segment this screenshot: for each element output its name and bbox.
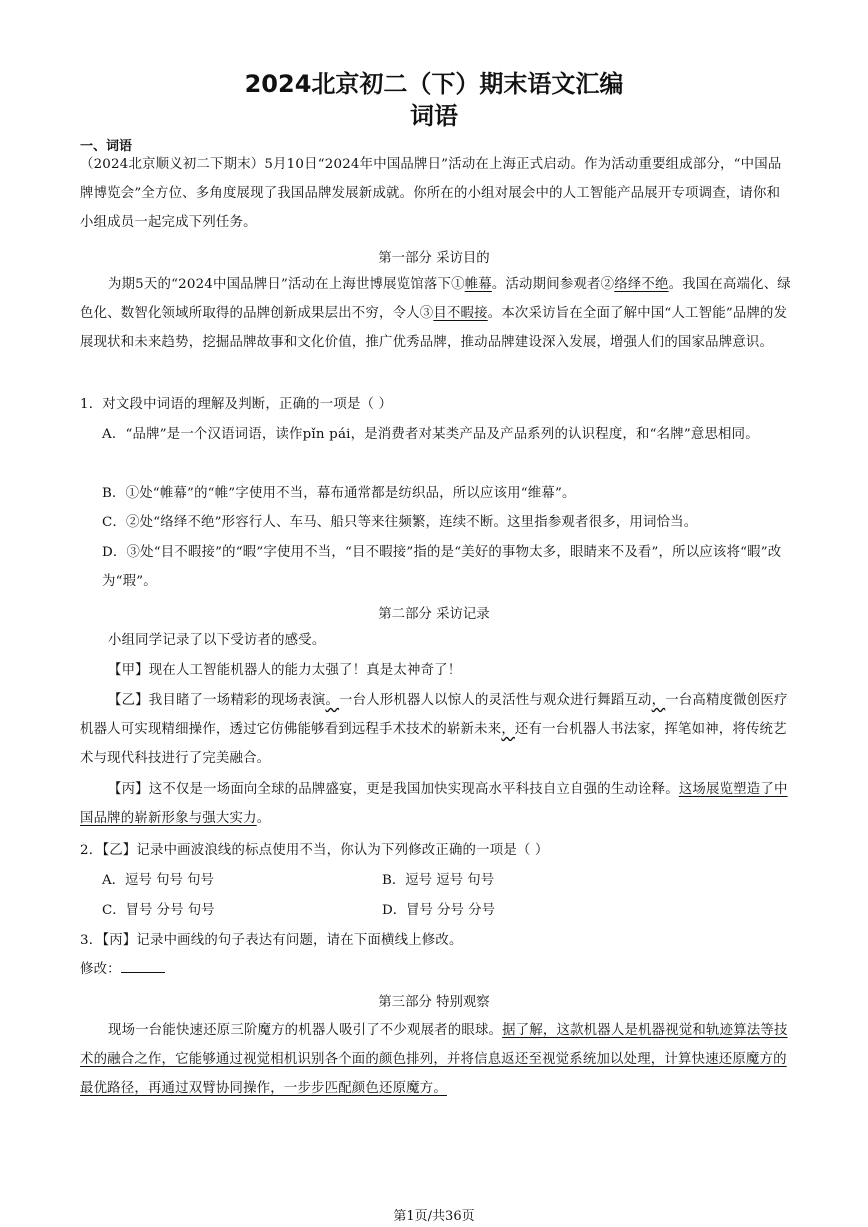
marker-3: ③ [419, 306, 434, 321]
q1-stem: 1．对文段中词语的理解及判断，正确的一项是（ ） [80, 397, 393, 412]
yi-text-d: 还有一台机器人书法家，挥笔如神，将传统艺术与现代科技进行了完美融合。 [80, 722, 787, 766]
document-title: 2024北京初二（下）期末语文汇编 [244, 70, 624, 98]
part2-lead: 小组同学记录了以下受访者的感受。 [108, 633, 326, 648]
document-subtitle: 词语 [410, 102, 458, 130]
section-heading: 一、词语 [80, 139, 133, 154]
part1-text-a: 为期5天的“2024中国品牌日”活动在上海世博展览馆落下 [108, 277, 452, 292]
part1-paragraph [80, 270, 792, 357]
q2-option-b: B．逗号 逗号 句号 [382, 873, 495, 888]
yi-text-a: 【乙】我目睹了一场精彩的现场表演 [108, 693, 326, 708]
q1-option-b: B．①处“帷幕”的“帷”字使用不当，幕布通常都是纺织品，所以应该用“维幕”。 [102, 486, 576, 501]
part2-yi [80, 686, 792, 773]
part3-underlined-text: 据了解，这款机器人是机器视觉和轨迹算法等技术的融合之作，它能够通过视觉相机识别各个面的颜色排列，并将信息返还至视觉系统加以处理，计算快速还原魔方的最优路径，再通过双臂协同操作，一步步匹配颜色还原魔方。 [80, 1023, 788, 1096]
part1-text-c: 。我国在高端化、绿色化、数智化领域所取得的品牌创新成果层出不穷，令人 [80, 277, 791, 321]
q1-option-c: C．②处“络绎不绝”形容行人、车马、船只等来往频繁，连续不断。这里指参观者很多，用词恰当。 [102, 515, 698, 530]
word-luoyibujue: 络绎不绝 [614, 277, 669, 292]
q3-stem: 3．【丙】记录中画线的句子表达有问题，请在下面横线上修改。 [80, 933, 463, 948]
q2-stem: 2．【乙】记录中画波浪线的标点使用不当，你认为下列修改正确的一项是（ ） [80, 843, 549, 858]
part1-heading: 第一部分 采访目的 [378, 251, 490, 266]
q2-option-d: D．冒号 分号 分号 [382, 903, 495, 918]
word-mubuxiajie: 目不暇接 [433, 306, 488, 321]
part1-text-d: 。本次采访旨在全面了解中国“人工智能”品牌的发展现状和未来趋势，挖掘品牌故事和文化价值，推广优秀品牌，推动品牌建设深入发展，增强人们的国家品牌意识。 [80, 306, 788, 350]
q3-answer-label: 修改： [80, 962, 121, 977]
q2-option-c: C．冒号 分号 句号 [102, 903, 215, 918]
word-weimu: 帷幕 [464, 277, 492, 292]
yi-punct-2: ， [651, 693, 666, 708]
yi-text-c: 一台高精度微创医疗机器人可实现精细操作，透过它仿佛能够看到远程手术技术的崭新未来 [80, 693, 788, 737]
part2-jia: 【甲】现在人工智能机器人的能力太强了！真是太神奇了！ [108, 663, 462, 678]
yi-punct-1: 。 [325, 693, 340, 708]
part3-heading: 第三部分 特别观察 [378, 995, 490, 1010]
intro-paragraph: （2024北京顺义初二下期末）5月10日“2024年中国品牌日”活动在上海正式启动。作为活动重要组成部分，“中国品牌博览会”全方位、多角度展现了我国品牌发展新成就。你所在的小组对展会中的人工智能产品展开专项调查，请你和小组成员一起完成下列任务。 [80, 157, 782, 230]
yi-text-b: 一台人形机器人以惊人的灵活性与观众进行舞蹈互动 [339, 693, 652, 708]
part2-bing [80, 775, 792, 833]
part2-heading: 第二部分 采访记录 [378, 607, 490, 622]
part1-text-b: 。活动期间参观者 [491, 277, 601, 292]
q2-option-a: A．逗号 句号 句号 [102, 873, 214, 888]
bing-underlined-sentence: 这场展览塑造了中国品牌的崭新形象与强大实力 [80, 782, 788, 826]
page-number: 第1页/共36页 [393, 1209, 475, 1224]
q1-option-a: A．“品牌”是一个汉语词语，读作pǐn pái，是消费者对某类产品及产品系列的认识程度，和“名牌”意思相同。 [102, 427, 759, 442]
bing-text-b: 。 [256, 811, 271, 826]
q1-option-d: D．③处“目不暇接”的“暇”字使用不当，“目不暇接”指的是“美好的事物太多，眼睛来不及看”，所以应该将“暇”改为“瑕”。 [102, 545, 782, 589]
answer-blank [121, 960, 165, 973]
bing-text-a: 【丙】这不仅是一场面向全球的品牌盛宴，更是我国加快实现高水平科技自立自强的生动诠释。 [108, 782, 679, 797]
part3-text-a: 现场一台能快速还原三阶魔方的机器人吸引了不少观展者的眼球。 [108, 1023, 503, 1038]
yi-punct-3: ， [501, 722, 515, 737]
marker-1: ① [451, 277, 465, 292]
part3-paragraph [80, 1016, 792, 1103]
marker-2: ② [600, 277, 615, 292]
q3-answer-line [80, 955, 792, 984]
